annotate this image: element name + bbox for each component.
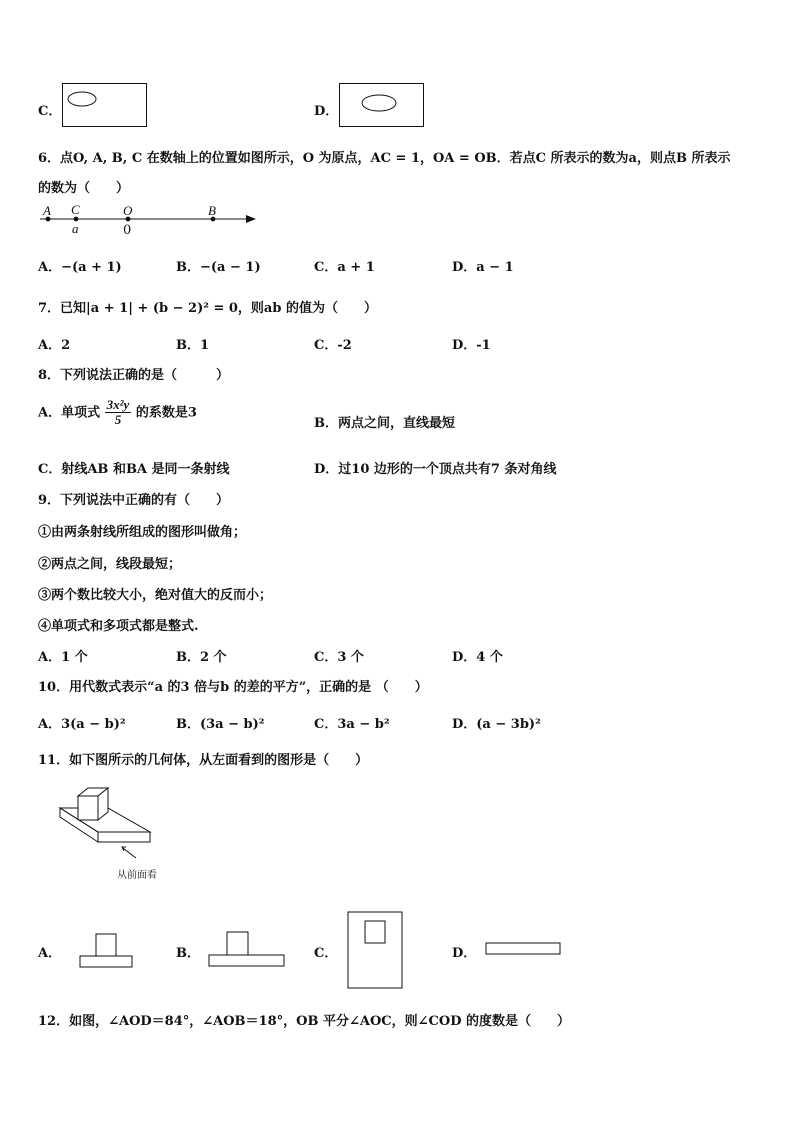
q6-option-b: B．−(a − 1) <box>176 260 261 275</box>
q8-option-a-suffix: 的系数是3 <box>135 405 197 421</box>
q11-option-a-label: A． <box>38 946 62 961</box>
q6-option-a: A．−(a + 1) <box>38 260 122 275</box>
q11-option-d-figure <box>484 940 564 958</box>
q9-option-c: C．3 个 <box>314 650 364 665</box>
q6-point-b-label: B <box>208 203 216 218</box>
q9-item-4: ④单项式和多项式都是整式. <box>38 619 199 634</box>
q10-option-d: D．(a − 3b)² <box>452 717 541 732</box>
q6-point-c-value: a <box>72 221 79 236</box>
q12-stem: 12．如图，∠AOD＝84°，∠AOB＝18°，OB 平分∠AOC，则∠COD 的度数是（ ） <box>38 1014 570 1029</box>
q9-stem: 9．下列说法中正确的有（ ） <box>38 493 230 508</box>
q8-option-a-prefix: A．单项式 <box>38 405 101 421</box>
q9-item-1: ①由两条射线所组成的图形叫做角； <box>38 525 247 540</box>
q7-option-d: D．-1 <box>452 338 491 353</box>
q6-point-o-value: 0 <box>123 223 132 238</box>
q7-option-a: A．2 <box>38 338 71 353</box>
q10-option-b: B．(3a − b)² <box>176 717 265 732</box>
q8-fraction-denominator: 5 <box>114 412 122 428</box>
q8-option-b: B．两点之间，直线最短 <box>314 416 455 431</box>
q9-item-2: ②两点之间，线段最短； <box>38 557 182 572</box>
q11-stem: 11．如下图所示的几何体，从左面看到的图形是（ ） <box>38 753 369 768</box>
q7-option-c: C．-2 <box>314 338 352 353</box>
q9-item-3: ③两个数比较大小，绝对值大的反而小； <box>38 588 273 603</box>
q5-option-c-label: C． <box>38 104 62 119</box>
q6-stem-line1: 6．点O, A, B, C 在数轴上的位置如图所示，O 为原点，AC = 1，OA = OB．若点C 所表示的数为a，则点B 所表示 <box>38 151 731 166</box>
q6-option-c: C．a + 1 <box>314 260 375 275</box>
q9-option-b: B．2 个 <box>176 650 227 665</box>
q8-option-a <box>38 398 197 428</box>
q6-point-o-label: O <box>123 203 133 218</box>
q9-option-d: D．4 个 <box>452 650 503 665</box>
q11-option-b-figure <box>207 930 287 970</box>
q5-option-d-label: D． <box>314 104 339 119</box>
q11-caption: 从前面看 <box>117 870 157 881</box>
q8-fraction <box>105 398 132 428</box>
q6-point-a-label: A <box>43 203 51 218</box>
q8-option-d: D．过10 边形的一个顶点共有7 条对角线 <box>314 462 557 477</box>
q8-fraction-numerator: 3x²y <box>106 397 130 412</box>
q10-stem: 10．用代数式表示“a 的3 倍与b 的差的平方”，正确的是 （ ） <box>38 680 428 695</box>
q5-option-d-figure <box>339 83 425 128</box>
q9-option-a: A．1 个 <box>38 650 88 665</box>
q11-option-b-label: B． <box>176 946 200 961</box>
q11-option-a-figure <box>78 932 136 972</box>
q5-option-c-figure <box>62 83 148 128</box>
q6-point-c-label: C <box>71 202 80 217</box>
q7-option-b: B．1 <box>176 338 210 353</box>
q11-option-c-label: C． <box>314 946 338 961</box>
q8-stem: 8．下列说法正确的是（ ） <box>38 368 230 383</box>
q10-option-a: A．3(a − b)² <box>38 717 126 732</box>
q11-option-c-figure <box>346 910 404 990</box>
q6-stem-line2: 的数为（ ） <box>38 181 130 196</box>
q6-option-d: D．a − 1 <box>452 260 514 275</box>
q8-option-c: C．射线AB 和BA 是同一条射线 <box>38 462 230 477</box>
q11-option-d-label: D． <box>452 946 477 961</box>
q7-stem: 7．已知|a + 1| + (b − 2)² = 0，则ab 的值为（ ） <box>38 301 377 316</box>
q10-option-c: C．3a − b² <box>314 717 390 732</box>
q11-solid-figure <box>50 785 160 860</box>
